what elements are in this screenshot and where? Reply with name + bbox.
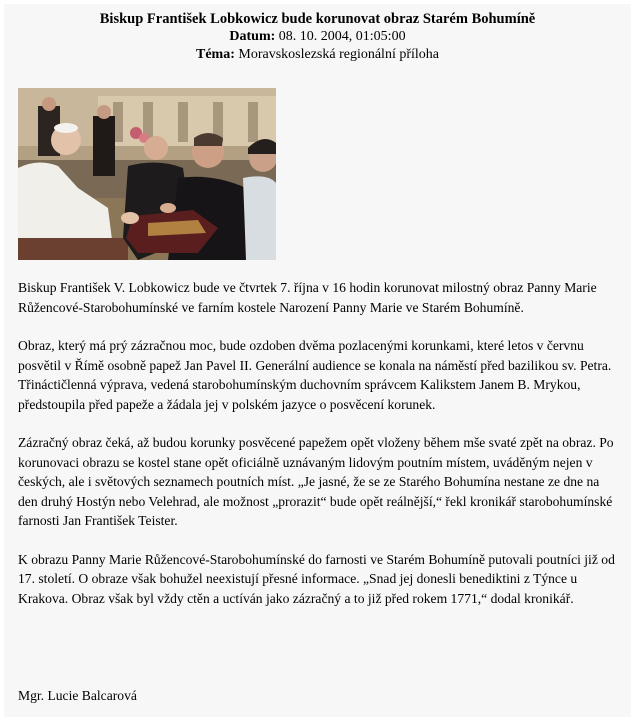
date-value: 08. 10. 2004, 01:05:00	[278, 29, 406, 44]
article-page	[4, 4, 631, 717]
article-paragraph: K obrazu Panny Marie Růžencové-Starobohumínské do farnosti ve Starém Bohumíně putovali poutníci již od 17. století. O obraze však bohužel neexistují přesné informace. „Snad jej donesli benediktini z Týnce u Krakova. Obraz však byl vždy ctěn a uctíván jako zázračný a to již před rokem 1771,“ dodal kronikář.	[18, 551, 615, 606]
article-paragraph: Biskup František V. Lobkowicz bude ve čtvrtek 7. října v 16 hodin korunovat milostný obraz Panny Marie Růžencové-Starobohumínské ve farním kostele Narození Panny Marie ve Starém Bohumíně.	[18, 280, 597, 315]
article-paragraph: Zázračný obraz čeká, až budou korunky posvěcené papežem opět vloženy během mše svaté zpět na obraz. Po korunovaci obrazu se kostel stane opět oficiálně uznávaným lidovým poutním místem, uváděným nejen v českých, ale i světových seznamech poutních míst. „Je jasné, že se ze Starého Bohumína nestane ze dne na den druhý Hostýn nebo Velehrad, ale možnost „prorazit“ bude opět reálnější,“ řekl kronikář starobohumínské farnosti Jan František Teister.	[18, 435, 614, 528]
article-header	[4, 4, 631, 64]
date-line	[4, 28, 631, 46]
article-title: Biskup František Lobkowicz bude korunovat obraz Starém Bohumíně	[99, 11, 536, 27]
article-author: Mgr. Lucie Balcarová	[18, 688, 137, 703]
topic-value: Moravskoslezská regionální příloha	[238, 47, 439, 62]
article-body	[18, 278, 618, 627]
article-paragraph: Obraz, který má prý zázračnou moc, bude ozdoben dvěma pozlacenými korunkami, které letos v červnu posvětil v Římě osobně papež Jan Pavel II. Generální audience se konala na náměstí před bazilikou sv. Petra. Třináctičlenná výprava, vedená starobohumínským duchovním správcem Kalikstem Janem B. Mrykou, předstoupila před papeže a žádala jej v polském jazyce o posvěcení korunek.	[18, 338, 612, 412]
topic-line	[4, 46, 631, 64]
topic-label: Téma:	[195, 47, 235, 62]
article-photo	[18, 88, 276, 260]
date-label: Datum:	[229, 29, 276, 44]
